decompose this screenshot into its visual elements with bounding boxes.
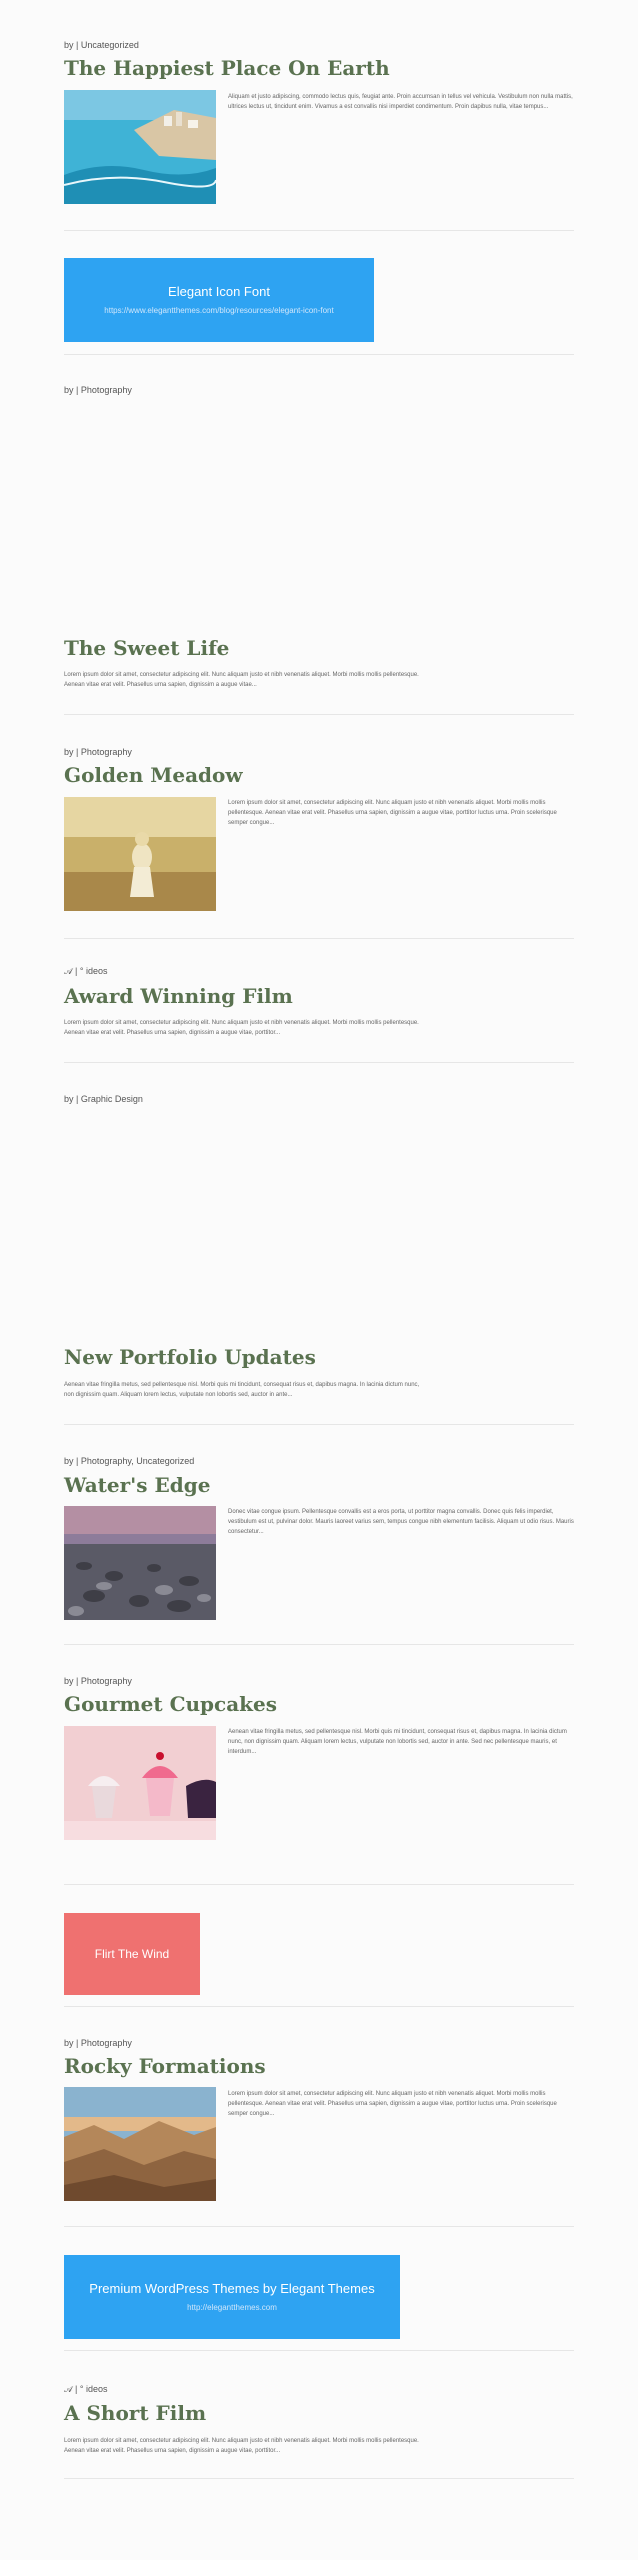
post-thumbnail-meadow[interactable]: [64, 797, 216, 911]
video-format-icon: 𝒜: [64, 966, 73, 976]
link-post-url[interactable]: https://www.elegantthemes.com/blog/resources/elegant-icon-font: [104, 306, 334, 315]
link-post-box[interactable]: [64, 2255, 400, 2339]
post-excerpt: Lorem ipsum dolor sit amet, consectetur adipiscing elit. Nunc aliquam justo et nibh venenatis aliquet. Morbi mollis mollis pellentesque. Aenean vitae erat velit. Phasellus urna sapien, dignissim a augue vitae, porttitor...: [64, 1020, 419, 1036]
post-divider: [64, 2006, 574, 2007]
post-thumbnail-pebbles[interactable]: [64, 1506, 216, 1620]
quote-post-text: Flirt The Wind: [94, 1947, 170, 1961]
post-excerpt: Aenean vitae fringilla metus, sed pellentesque nisl. Morbi quis mi tincidunt, consequat risus et, dapibus magna. In lacinia dictum nunc, non dignissim quam. Aliquam lorem lectus, vulputate non lobortis sed, auctor in ante. Sed nec pellentesque mauris, et interdum...: [228, 1729, 567, 1755]
video-format-icon: 𝒜: [64, 2384, 73, 2394]
post-excerpt: Donec vitae congue ipsum. Pellentesque convallis est a eros porta, ut porttitor magna convallis. Donec quis felis imperdiet, vestibulum est ut, pulvinar dolor. Mauris laoreet varius sem, tempus congue nibh elementum facilisis. Aliquam ut odio risus. Mauris consectetur...: [228, 1509, 574, 1535]
link-post-title[interactable]: Elegant Icon Font: [168, 284, 270, 299]
post-meta: [64, 2384, 108, 2395]
post-thumbnail-rocks[interactable]: [64, 2087, 216, 2201]
post-excerpt: Aliquam et justo adipiscing, commodo lectus quis, feugiat ante. Proin accumsan in tellus vel vehicula. Vestibulum non nulla mattis, ultrices lectus ut, tincidunt enim. Vivamus a est convallis nisi imperdiet condimentum. Proin dapibus nulla, vitae tempus...: [228, 94, 573, 110]
post-excerpt: Lorem ipsum dolor sit amet, consectetur adipiscing elit. Nunc aliquam justo et nibh venenatis aliquet. Morbi mollis mollis pellentesque. Aenean vitae erat velit. Phasellus urna sapien, dignissim a augue vitae...: [64, 672, 419, 688]
post-divider: [64, 1424, 574, 1425]
quote-post-box[interactable]: [64, 1913, 200, 1995]
post-title-sweet-life[interactable]: The Sweet Life: [64, 636, 230, 660]
post-title-rocky-formations[interactable]: Rocky Formations: [64, 2054, 266, 2078]
post-thumbnail-coast[interactable]: [64, 90, 216, 204]
post-meta: by | Graphic Design: [64, 1094, 143, 1104]
post-excerpt: Lorem ipsum dolor sit amet, consectetur adipiscing elit. Nunc aliquam justo et nibh venenatis aliquet. Morbi mollis mollis pellentesque. Aenean vitae erat velit. Phasellus urna sapien, dignissim a augue vitae, porttitor...: [64, 2438, 419, 2454]
post-title-new-portfolio-updates[interactable]: New Portfolio Updates: [64, 1345, 316, 1369]
post-divider: [64, 1644, 574, 1645]
post-meta-text: | ° ideos: [75, 966, 108, 976]
post-divider: [64, 1884, 574, 1885]
post-divider: [64, 230, 574, 231]
post-meta: by | Photography: [64, 2038, 132, 2048]
post-title-happiest-place[interactable]: The Happiest Place On Earth: [64, 56, 390, 80]
post-meta-text: | ° ideos: [75, 2384, 108, 2394]
post-title-gourmet-cupcakes[interactable]: Gourmet Cupcakes: [64, 1692, 278, 1716]
link-post-url[interactable]: http://elegantthemes.com: [187, 2303, 277, 2312]
post-excerpt: Lorem ipsum dolor sit amet, consectetur adipiscing elit. Nunc aliquam justo et nibh venenatis aliquet. Morbi mollis mollis pellentesque. Aenean vitae erat velit. Phasellus urna sapien, dignissim a augue vitae, porttitor luctus urna. Proin scelerisque semper congue...: [228, 800, 557, 826]
post-meta: by | Photography: [64, 385, 132, 395]
link-post-box[interactable]: [64, 258, 374, 342]
post-divider: [64, 2478, 574, 2479]
post-meta: by | Photography: [64, 747, 132, 757]
post-excerpt: Lorem ipsum dolor sit amet, consectetur adipiscing elit. Nunc aliquam justo et nibh venenatis aliquet. Morbi mollis mollis pellentesque. Aenean vitae erat velit. Phasellus urna sapien, dignissim a augue vitae, porttitor luctus urna. Proin scelerisque semper congue...: [228, 2091, 557, 2117]
post-meta: by | Uncategorized: [64, 40, 139, 50]
post-meta: [64, 966, 108, 977]
post-divider: [64, 2226, 574, 2227]
post-title-award-winning-film[interactable]: Award Winning Film: [64, 984, 293, 1008]
post-title-golden-meadow[interactable]: Golden Meadow: [64, 763, 243, 787]
post-meta: by | Photography: [64, 1676, 132, 1686]
post-divider: [64, 714, 574, 715]
post-divider: [64, 938, 574, 939]
post-meta: by | Photography, Uncategorized: [64, 1456, 195, 1466]
post-divider: [64, 354, 574, 355]
post-thumbnail-cupcakes[interactable]: [64, 1726, 216, 1840]
post-title-a-short-film[interactable]: A Short Film: [64, 2401, 207, 2425]
link-post-title[interactable]: Premium WordPress Themes by Elegant Themes: [89, 2281, 375, 2296]
post-divider: [64, 1062, 574, 1063]
post-excerpt: Aenean vitae fringilla metus, sed pellentesque nisl. Morbi quis mi tincidunt, consequat risus et, dapibus magna. In lacinia dictum nunc, non dignissim quam. Aliquam lorem lectus, vulputate non lobortis sed, auctor in ante...: [64, 1382, 420, 1398]
post-divider: [64, 2350, 574, 2351]
post-title-waters-edge[interactable]: Water's Edge: [64, 1473, 211, 1497]
